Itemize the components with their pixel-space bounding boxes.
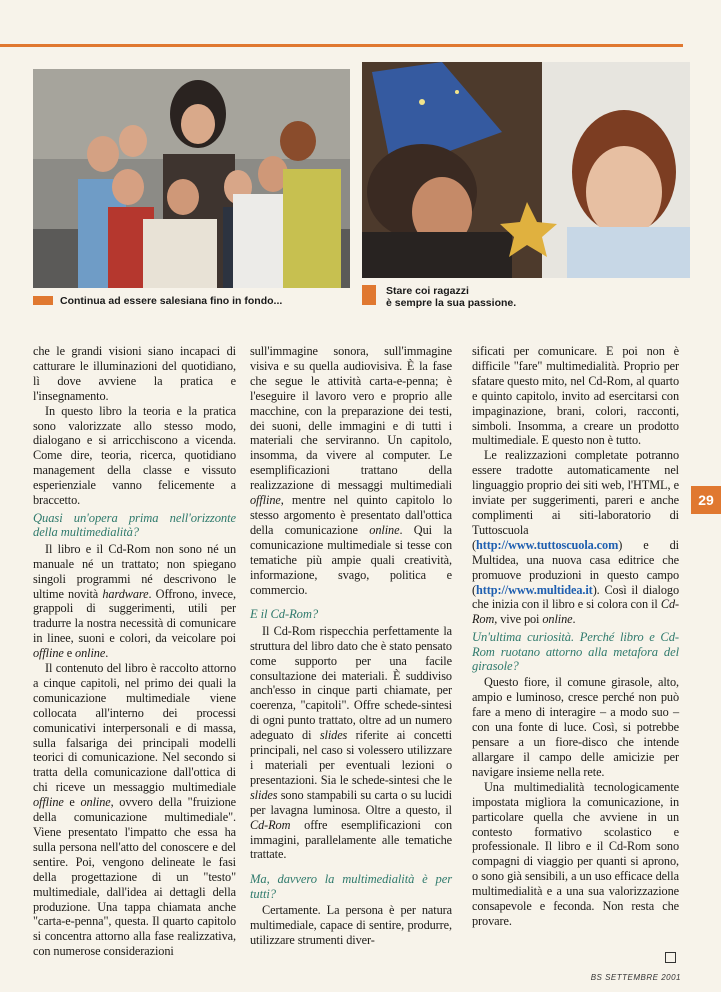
page-number: 29 — [691, 486, 721, 514]
caption-marker-left — [33, 296, 53, 305]
text-run: sono stampabili su carta o su lucidi per lavagna luminosa. Oltre a questo, il — [250, 787, 452, 817]
col2-heading-2: Ma, davvero la multimedialità è per tutti? — [250, 872, 452, 901]
col1-paragraph-1: che le grandi visioni siano incapaci di catturare le illuminazioni del quotidiano, lì dove avviene la pratica e l'insegnamento. — [33, 344, 236, 403]
multidea-link[interactable]: http://www.multidea.it — [476, 582, 593, 597]
text-run: . — [572, 612, 576, 627]
text-run: e — [63, 646, 76, 661]
text-run-italic: online — [80, 795, 111, 810]
text-run: , mentre nel quinto capitolo lo stesso argomento è presentato dall'ottica della comunicazione — [250, 493, 452, 537]
col1-paragraph-4 — [33, 661, 236, 959]
nun-with-child-photo — [362, 62, 690, 278]
text-run-italic: online — [75, 646, 106, 661]
text-run: Il libro e il Cd-Rom non sono né un manuale né un trattato; non spiegano singoli programmi né descrivono le ultime novità — [33, 541, 236, 601]
header-rule — [0, 44, 683, 47]
photo-caption-right-line2: è sempre la sua passione. — [386, 297, 517, 309]
column-2 — [250, 344, 452, 948]
end-of-article-mark — [665, 952, 676, 963]
text-run: , ovvero della "fruizione della comunicazione multimediale". Viene presentato l'impatto che essa ha sulla persona nell'atto del conoscere e del sentire. Poi, vengono delineate le fasi della progettazione di un "testo" multimediale, dall'idea ai dettagli della produzione. Una tappa chiamata anche "carta-e-penna", questa. Il quarto capitolo si concentra attorno alla fase realizzativa, con numerose considerazioni — [33, 795, 236, 959]
text-run-italic: Cd-Rom — [472, 597, 679, 627]
column-1 — [33, 344, 236, 959]
col1-paragraph-2: In questo libro la teoria e la pratica sono valorizzate allo stesso modo, dialogano e si arricchiscono a vicenda. Come dire, teoria, ricerca, quotidiano management della classe e vissuto esperienziale vanno felicemente a braccetto. — [33, 403, 236, 508]
text-run: ). Così il dialogo che inizia con il libro e si colora con il — [472, 582, 679, 612]
col2-paragraph-1 — [250, 344, 452, 597]
text-run-italic: online — [369, 522, 400, 537]
text-run-italic: online — [542, 612, 573, 627]
text-run: . — [105, 646, 109, 661]
col3-paragraph-3: Questo fiore, il comune girasole, alto, ampio e luminoso, cresce perché non può fare a meno di interagire – a modo suo – con una fonte di luce. Così, si potrebbe pensare a un fiore-disco che intende allargare il campo delle amicizie per navigare insieme nella rete. — [472, 675, 679, 779]
group-photo — [33, 69, 350, 288]
photo-caption-left: Continua ad essere salesiana fino in fondo... — [60, 295, 283, 307]
text-run: e — [63, 795, 81, 810]
text-run-italic: Cd-Rom — [250, 817, 291, 832]
text-run: Le realizzazioni completate potranno essere tradotte automaticamente nel linguaggio proprio dei siti web, l'HTML, e inviate per suggerimenti, pareri e anche complimenti ai siti-laboratorio di Tuttoscuola ( — [472, 448, 679, 552]
col3-heading-1: Un'ultima curiosità. Perché libro e Cd-Rom ruotano attorno alla metafora del girasole? — [472, 630, 679, 674]
text-run: Il contenuto del libro è raccolto attorno a cinque capitoli, nel primo dei quali la comunicazione multimediale viene collocata all'interno dei processi comunicativi interpersonali e di massa, sulla falsariga dei principali modelli teorici di comunicazione. Nel secondo si tratta della comunicazione dall'ottica di chi riceve un messaggio multimediale — [33, 661, 236, 795]
column-3 — [472, 344, 679, 929]
text-run-italic: slides — [250, 787, 278, 802]
text-run-italic: offline — [250, 493, 281, 508]
footer-issue: BS SETTEMBRE 2001 — [590, 973, 681, 982]
text-run: ) e di Multidea, una nuova casa editrice che promuove produzioni in questo campo ( — [472, 537, 679, 597]
photo-caption-right — [386, 285, 516, 309]
col2-heading-1: E il Cd-Rom? — [250, 607, 319, 622]
caption-marker-right — [362, 285, 376, 305]
tuttoscuola-link[interactable]: http://www.tuttoscuola.com — [476, 537, 619, 552]
text-run-italic: slides — [319, 728, 348, 743]
photo-caption-right-line1: Stare coi ragazzi — [386, 285, 469, 297]
col3-paragraph-1: sificati per comunicare. E poi non è difficile "fare" multimedialità. Proprio per sfatare questo mito, nel Cd-Rom, al quarto e quinto capitolo, invito ad esercitarsi con impaginazione, brani, colori, racconti, simboli. Insomma, a creare un prodotto multimediale. E questo non è tutto. — [472, 344, 679, 448]
col1-heading-1: Quasi un'opera prima nell'orizzonte della multimedialità? — [33, 510, 236, 540]
text-run: Il Cd-Rom rispecchia perfettamente la struttura del libro dato che è stato pensato come supporto per una facile consultazione dei materiali. È suddiviso anch'esso in cinque parti chiamate, per coerenza, "capitoli". Offre schede-sintesi di ogni punto trattato, oltre ad un numero adeguato di — [250, 623, 452, 743]
col3-paragraph-2 — [472, 448, 679, 627]
text-run: . Qui la comunicazione multimediale si tesse con tematiche più ampie quali creatività, informazione, svago, politica e commercio. — [250, 522, 452, 597]
col2-paragraph-3: Certamente. La persona è per natura multimediale, capace di sentire, produrre, utilizzare strumenti diver- — [250, 903, 452, 947]
text-run-italic: offline — [33, 646, 64, 661]
text-run-italic: offline — [33, 795, 64, 810]
col2-paragraph-2 — [250, 624, 452, 863]
text-run: , vive poi — [494, 612, 543, 627]
text-run: . Offrono, invece, grappoli di suggerimenti, utili per tradurre la nostra necessità di comunicare in linee, suoni e colori, da veicolare poi — [33, 586, 237, 646]
col1-paragraph-3 — [33, 542, 236, 661]
text-run: riferite ai concetti principali, nel caso si volessero utilizzare i materiali per eventuali lezioni o presentazioni. Sia le schede-sintesi che le — [250, 728, 452, 787]
col3-paragraph-4: Una multimedialità tecnologicamente impostata migliora la comunicazione, in particolare quella che avviene in un contesto formativo scolastico e professionale. Il libro e il Cd-Rom sono compagni di viaggio per quanti si aprono, o sono già sensibili, a un uso efficace della multimedialità e a una sua valorizzazione consapevole e feconda. Non resta che provare. — [472, 779, 679, 928]
text-run: offre esemplificazioni con immagini, parallelamente alle tematiche trattate. — [250, 817, 452, 862]
text-run: sull'immagine sonora, sull'immagine visiva e su quella audiovisiva. È la fase che segue le attività carta-e-penna; è l'eseguire il lavoro vero e proprio alle macchine, con la preparazione dei testi, dei suoni, delle immagini e di tutti i materiali che serviranno. Un capitolo, insomma, da vivere al computer. Le esemplificazioni trattano della realizzazione di messaggi multimediali — [250, 344, 452, 493]
text-run-italic: hardware — [102, 586, 149, 601]
